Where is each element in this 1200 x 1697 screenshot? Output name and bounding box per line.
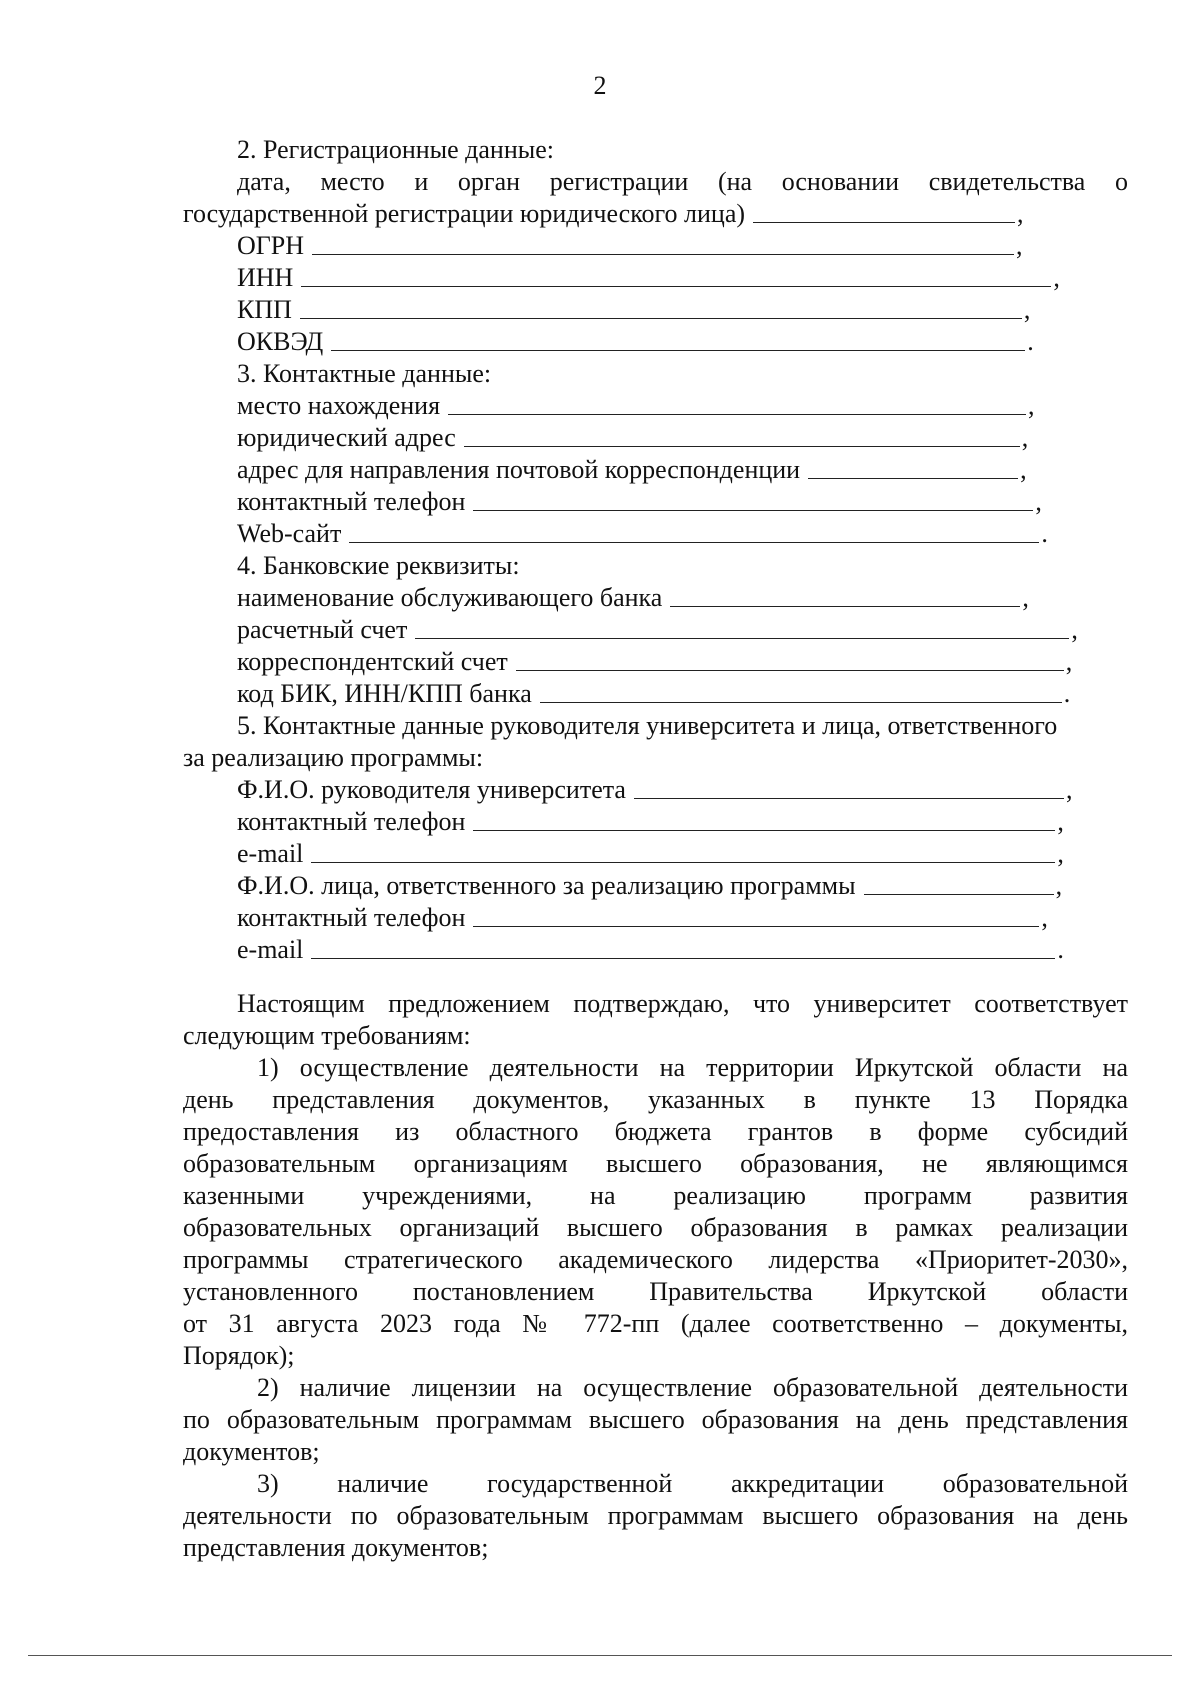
confirmation-intro-line-1: Настоящим предложением подтверждаю, что университет соответствует xyxy=(237,989,1128,1018)
rector-email-field: e-mail , xyxy=(237,839,1064,868)
bank-heading: 4. Банковские реквизиты: xyxy=(237,551,520,580)
form-content xyxy=(183,134,1128,1564)
location-blank[interactable] xyxy=(448,413,1026,415)
kpp-blank[interactable] xyxy=(300,317,1022,319)
requirement-1-line: 1) осуществление деятельности на территории Иркутской области на xyxy=(257,1053,1128,1082)
requirement-2-line: по образовательным программам высшего образования на день представления xyxy=(183,1405,1128,1434)
registration-date-blank[interactable] xyxy=(753,221,1015,223)
postal-address-blank[interactable] xyxy=(808,477,1018,479)
inn-blank[interactable] xyxy=(301,285,1051,287)
responsible-email-blank[interactable] xyxy=(311,957,1055,959)
responsible-name-blank[interactable] xyxy=(864,893,1054,895)
requirement-3-line: 3) наличие государственной аккредитации образовательной xyxy=(257,1469,1128,1498)
inn-field: ИНН , xyxy=(237,263,1060,292)
requirement-1-line: программы стратегического академического лидерства «Приоритет-2030», xyxy=(183,1245,1128,1274)
website-blank[interactable] xyxy=(349,541,1039,543)
requirement-3-line: деятельности по образовательным программам высшего образования на день xyxy=(183,1501,1128,1530)
postal-address-field: адрес для направления почтовой корреспонденции , xyxy=(237,455,1027,484)
page-number: 2 xyxy=(593,71,607,100)
ogrn-blank[interactable] xyxy=(312,253,1014,255)
requirement-2-line: документов; xyxy=(183,1437,320,1466)
requirement-1-line: образовательным организациям высшего образования, не являющимся xyxy=(183,1149,1128,1178)
requirement-1-line: казенными учреждениями, на реализацию программ развития xyxy=(183,1181,1128,1210)
registration-heading: 2. Регистрационные данные: xyxy=(237,135,554,164)
requirement-1-line: день представления документов, указанных в пункте 13 Порядка xyxy=(183,1085,1128,1114)
kpp-field: КПП , xyxy=(237,295,1031,324)
management-heading-line-1: 5. Контактные данные руководителя университета и лица, ответственного xyxy=(237,711,1058,740)
okved-blank[interactable] xyxy=(331,349,1025,351)
corr-account-blank[interactable] xyxy=(516,669,1064,671)
bank-name-field: наименование обслуживающего банка , xyxy=(237,583,1029,612)
rector-name-field: Ф.И.О. руководителя университета , xyxy=(237,775,1073,804)
requirement-1-line: установленного постановлением Правительства Иркутской области xyxy=(183,1277,1128,1306)
requirement-1-line: предоставления из областного бюджета грантов в форме субсидий xyxy=(183,1117,1128,1146)
account-field: расчетный счет , xyxy=(237,615,1078,644)
bik-field: код БИК, ИНН/КПП банка . xyxy=(237,679,1071,708)
confirmation-intro-line-2: следующим требованиям: xyxy=(183,1021,471,1050)
requirement-1-line: образовательных организаций высшего образования в рамках реализации xyxy=(183,1213,1128,1242)
website-field: Web-сайт . xyxy=(237,519,1048,548)
registration-date-field: государственной регистрации юридического лица) , xyxy=(183,199,1024,228)
ogrn-field: ОГРН , xyxy=(237,231,1023,260)
registration-date-line-1: дата, место и орган регистрации (на основании свидетельства о xyxy=(237,167,1128,196)
rector-phone-blank[interactable] xyxy=(473,829,1055,831)
requirement-2-line: 2) наличие лицензии на осуществление образовательной деятельности xyxy=(257,1373,1128,1402)
requirement-1-line: от 31 августа 2023 года № 772-пп (далее соответственно – документы, xyxy=(183,1309,1128,1338)
bik-blank[interactable] xyxy=(540,701,1062,703)
rector-name-blank[interactable] xyxy=(634,797,1064,799)
responsible-email-field: e-mail . xyxy=(237,935,1064,964)
contacts-heading: 3. Контактные данные: xyxy=(237,359,492,388)
responsible-phone-field: контактный телефон , xyxy=(237,903,1048,932)
legal-address-blank[interactable] xyxy=(464,445,1020,447)
rector-phone-field: контактный телефон , xyxy=(237,807,1064,836)
requirement-1-line: Порядок); xyxy=(183,1341,295,1370)
footer-rule xyxy=(28,1655,1172,1656)
responsible-name-field: Ф.И.О. лица, ответственного за реализацию программы , xyxy=(237,871,1063,900)
requirement-3-line: представления документов; xyxy=(183,1533,489,1562)
account-blank[interactable] xyxy=(415,637,1069,639)
legal-address-field: юридический адрес , xyxy=(237,423,1029,452)
location-field: место нахождения , xyxy=(237,391,1035,420)
phone-field: контактный телефон , xyxy=(237,487,1042,516)
phone-blank[interactable] xyxy=(473,509,1033,511)
corr-account-field: корреспондентский счет , xyxy=(237,647,1073,676)
okved-field: ОКВЭД . xyxy=(237,327,1034,356)
rector-email-blank[interactable] xyxy=(311,861,1055,863)
management-heading-line-2: за реализацию программы: xyxy=(183,743,484,772)
bank-name-blank[interactable] xyxy=(670,605,1020,607)
responsible-phone-blank[interactable] xyxy=(473,925,1039,927)
